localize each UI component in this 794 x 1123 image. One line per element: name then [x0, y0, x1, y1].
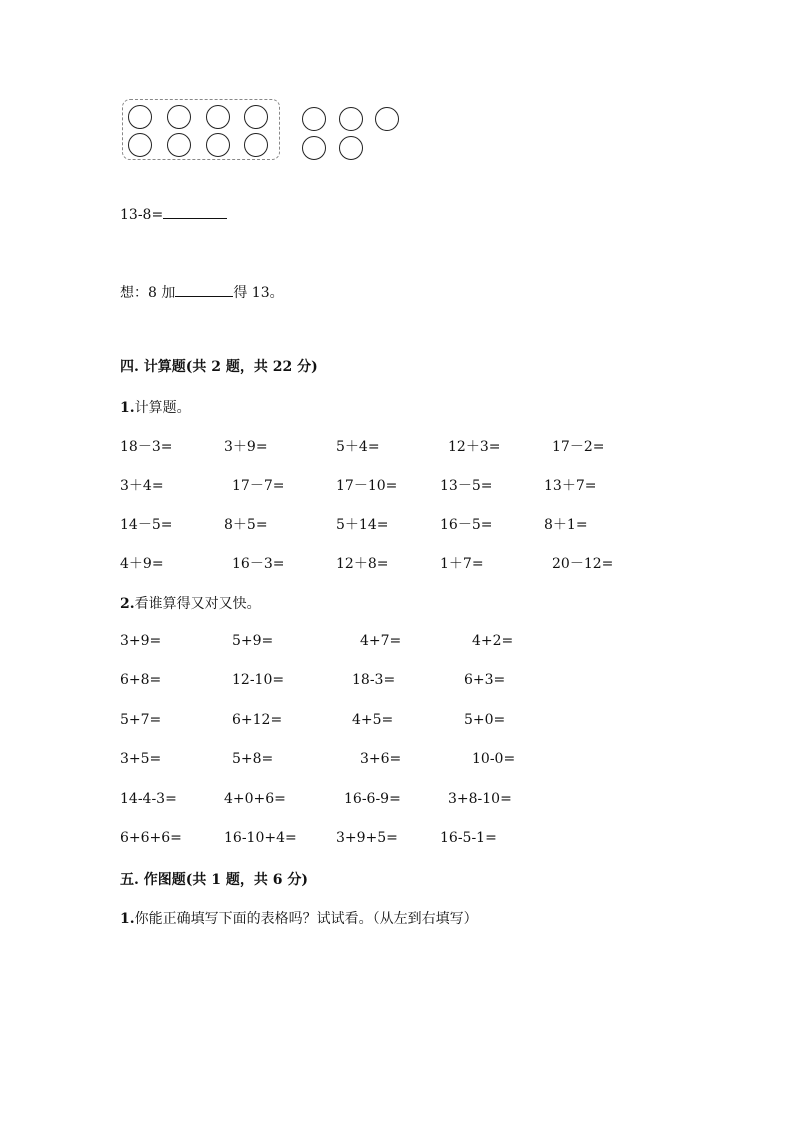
calc-item: 18－3= [120, 439, 173, 455]
circle [244, 133, 268, 157]
equation-line [120, 206, 227, 223]
quick-calc-item: 4+5= [352, 712, 394, 728]
calc-item: 16－3= [232, 556, 285, 572]
calc-item: 16－5= [440, 517, 493, 533]
calc-item: 17－2= [552, 439, 605, 455]
think-blank[interactable] [175, 284, 233, 297]
calc-item: 4＋9= [120, 556, 164, 572]
circle [375, 107, 399, 131]
circle [167, 133, 191, 157]
circle [167, 105, 191, 129]
quick-calc-item: 5+8= [232, 751, 274, 767]
calc-item: 20－12= [552, 556, 614, 572]
quick-calc-item: 3+8-10= [448, 791, 512, 807]
calc-item: 13－5= [440, 478, 493, 494]
answer-blank[interactable] [163, 206, 227, 219]
circle [339, 136, 363, 160]
section4-heading: 四. 计算题(共 2 题，共 22 分) [120, 359, 318, 375]
quick-calc-item: 6+8= [120, 672, 162, 688]
circle [302, 136, 326, 160]
calc-item: 5＋4= [336, 439, 380, 455]
quick-calc-item: 4+2= [472, 633, 514, 649]
equation-text: 13-8= [120, 207, 164, 223]
calc-item: 3＋9= [224, 439, 268, 455]
think-line [120, 282, 284, 302]
think-suffix: 得 13。 [233, 285, 284, 301]
quick-calc-item: 16-5-1= [440, 830, 497, 846]
calc-item: 8＋1= [544, 517, 588, 533]
calc-item: 3＋4= [120, 478, 164, 494]
calc-item: 1＋7= [440, 556, 484, 572]
quick-calc-item: 3+9+5= [336, 830, 398, 846]
quick-calc-item: 6+12= [232, 712, 283, 728]
quick-calc-item: 3+6= [360, 751, 402, 767]
quick-calc-item: 5+7= [120, 712, 162, 728]
quick-calc-item: 5+9= [232, 633, 274, 649]
q1-text: 计算题。 [134, 400, 191, 416]
quick-calc-item: 6+6+6= [120, 830, 182, 846]
section4-q1-title [120, 397, 191, 417]
circle [302, 107, 326, 131]
s5-q1-text: 你能正确填写下面的表格吗？试试看。（从左到右填写） [134, 911, 478, 927]
q1-number: 1. [120, 400, 135, 416]
section5-q1-title [120, 908, 478, 928]
calc-item: 12＋8= [336, 556, 389, 572]
quick-calc-item: 12-10= [232, 672, 285, 688]
quick-calc-item: 6+3= [464, 672, 506, 688]
circle [128, 105, 152, 129]
section4-q2-title [120, 593, 261, 613]
think-prefix: 想：8 加 [120, 285, 176, 301]
circle [206, 105, 230, 129]
quick-calc-item: 14-4-3= [120, 791, 177, 807]
calc-item: 17－7= [232, 478, 285, 494]
circle [206, 133, 230, 157]
quick-calc-item: 4+0+6= [224, 791, 286, 807]
q2-text: 看谁算得又对又快。 [134, 596, 261, 612]
calc-item: 8＋5= [224, 517, 268, 533]
quick-calc-item: 16-10+4= [224, 830, 297, 846]
quick-calc-item: 5+0= [464, 712, 506, 728]
calc-item: 13＋7= [544, 478, 597, 494]
quick-calc-item: 3+5= [120, 751, 162, 767]
quick-calc-item: 10-0= [472, 751, 516, 767]
calc-item: 5＋14= [336, 517, 389, 533]
circle [128, 133, 152, 157]
circle [339, 107, 363, 131]
quick-calc-item: 18-3= [352, 672, 396, 688]
calc-item: 14－5= [120, 517, 173, 533]
calc-item: 17－10= [336, 478, 398, 494]
q2-number: 2. [120, 596, 135, 612]
circle-figure [122, 99, 402, 163]
section5-heading: 五. 作图题(共 1 题，共 6 分) [120, 872, 308, 888]
quick-calc-item: 4+7= [360, 633, 402, 649]
calc-item: 12＋3= [448, 439, 501, 455]
s5-q1-number: 1. [120, 911, 135, 927]
quick-calc-item: 3+9= [120, 633, 162, 649]
circle [244, 105, 268, 129]
quick-calc-item: 16-6-9= [344, 791, 401, 807]
